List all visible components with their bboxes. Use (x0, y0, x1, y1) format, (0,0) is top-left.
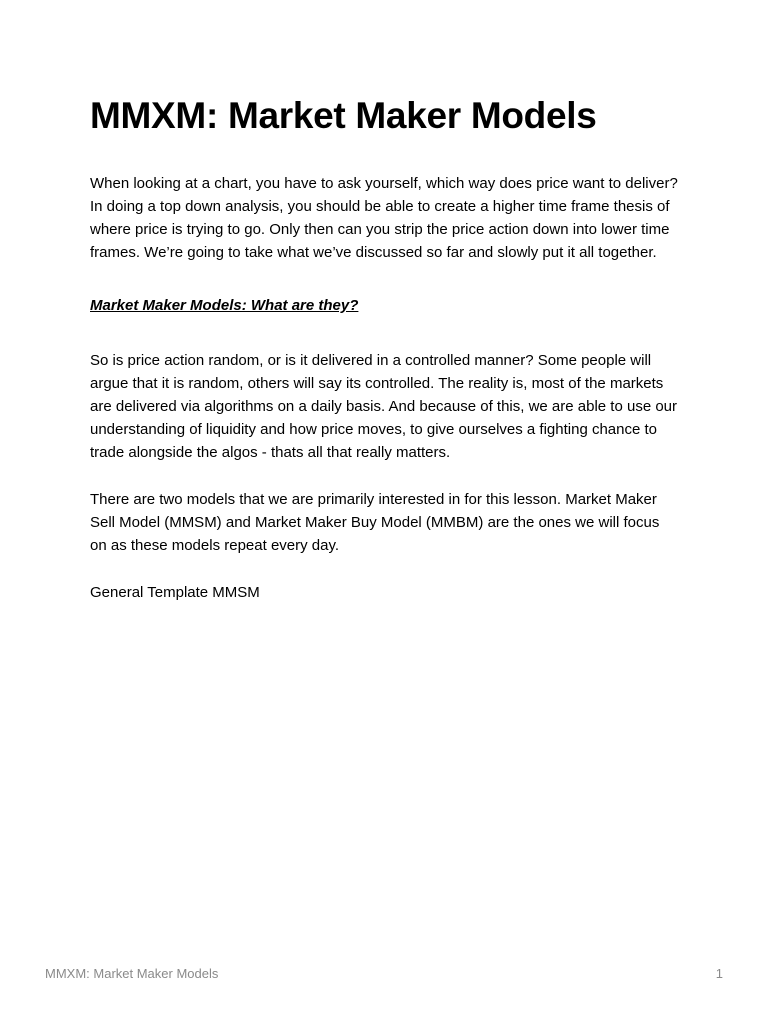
intro-paragraph: When looking at a chart, you have to ask yourself, which way does price want to deliver? In doing a top down analysis, you should be able to create a higher time frame thesis of where price is trying to go. Only then can you strip the price action down into lower time frames. We’re going to take what we’ve discussed so far and slowly put it all together. (90, 175, 678, 261)
body-paragraph-models: There are two models that we are primarily interested in for this lesson. Market Maker Sell Model (MMSM) and Market Maker Buy Model (MMBM) are the ones we will focus on as these models repeat every day. (90, 491, 660, 554)
body-paragraph-price-action: So is price action random, or is it delivered in a controlled manner? Some people will argue that it is random, others will say its controlled. The reality is, most of the markets are delivered via algorithms on a daily basis. And because of this, we are able to use our understanding of liquidity and how price moves, to give ourselves a fighting chance to trade alongside the algos - thats all that really matters. (90, 352, 678, 461)
page-content (90, 92, 680, 604)
page-number: 1 (715, 966, 723, 981)
page-title: MMXM: Market Maker Models (90, 95, 597, 136)
template-caption: General Template MMSM (90, 584, 260, 601)
section-subheading: Market Maker Models: What are they? (90, 297, 359, 314)
footer-title: MMXM: Market Maker Models (45, 966, 219, 981)
